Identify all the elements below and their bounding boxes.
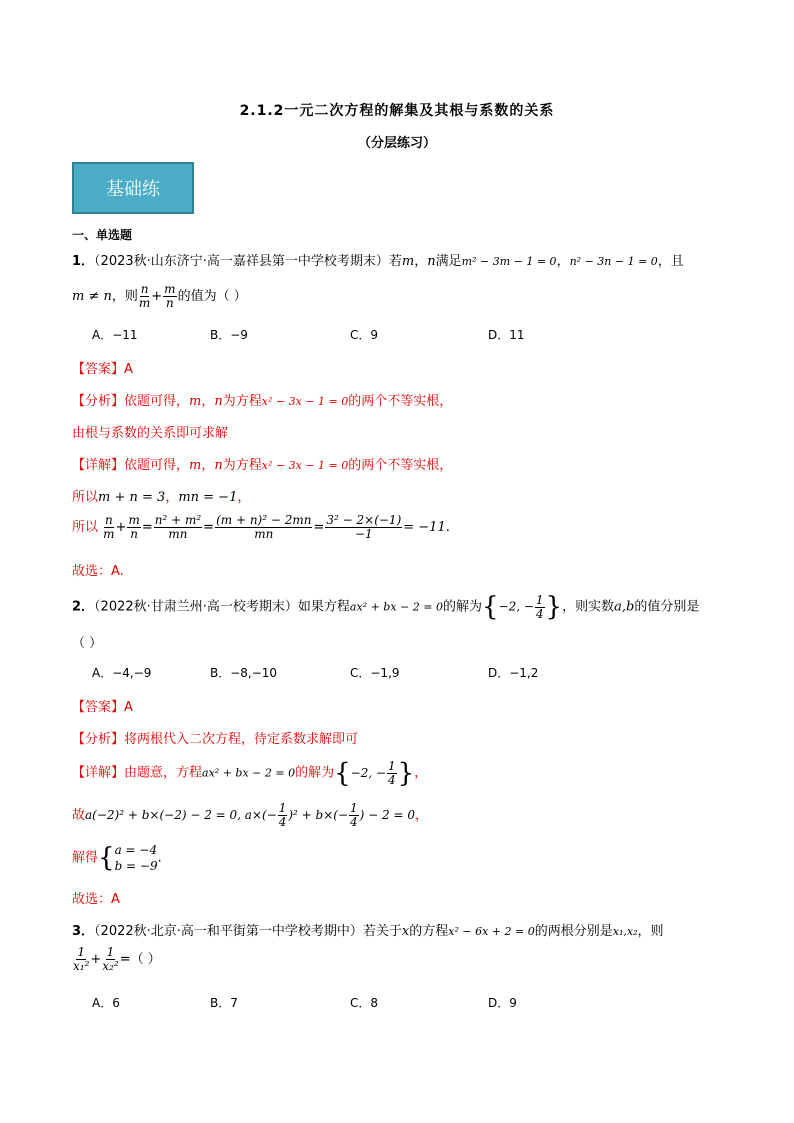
step-text: 所以 (72, 520, 99, 535)
fraction: $\frac{1}{\text{x₁²}}$ (73, 945, 90, 973)
sep: ， (237, 490, 251, 505)
detail-text: 的两个不等实根， (348, 458, 453, 473)
document-title: 2.1.2一元二次方程的解集及其根与系数的关系 (239, 103, 555, 119)
sep: ， (201, 458, 215, 473)
q3-text: ，则 (637, 924, 664, 939)
analysis-text: 的两个不等实根， (348, 394, 453, 409)
q3-text: 的两根分别是 (534, 924, 613, 939)
q3-option-a: A．6 (92, 996, 120, 1010)
q1-option-a: A．−11 (92, 328, 138, 342)
q1-sep: ， (556, 254, 570, 269)
detail-tag: 【详解】 (72, 458, 125, 473)
q3-source: （2022秋·北京·高一和平街第一中学校考期中） (94, 924, 363, 939)
q3-stem (72, 920, 664, 939)
step-text: 所以 (72, 490, 99, 505)
q1-option-b: B．−9 (210, 328, 248, 342)
analysis-equation: x² − 3x − 1 = 0 (261, 395, 349, 408)
q3-roots: x₁,x₂ (612, 925, 638, 938)
var-n: n (214, 394, 223, 409)
q2-analysis (72, 728, 358, 747)
q1-source: （2023秋·山东济宁·高一嘉祥县第一中学校考期末） (94, 254, 389, 269)
answer-tag: 【答案】 (72, 700, 125, 715)
q1-step-1 (72, 486, 250, 505)
sep: ， (165, 490, 179, 505)
var-m: m (189, 458, 202, 473)
q1-fraction: $\frac{n}{m}$ (138, 282, 151, 310)
q2-solution-set: −2, − (498, 599, 534, 614)
q3-option-d: D．9 (488, 996, 517, 1010)
fraction: $\frac{n}{m}$ (103, 513, 115, 541)
answer-value: A (124, 362, 133, 377)
q3-equation: x² − 6x + 2 = 0 (448, 925, 535, 938)
step-equation: m + n = 3 (98, 490, 166, 505)
detail-text: 由题意，方程 (124, 765, 203, 781)
q1-choice: 故选：A. (72, 564, 124, 579)
q1-option-d: D．11 (488, 328, 525, 342)
solution-set: −2, − (350, 765, 387, 780)
q1-text: 的值为（ ） (177, 289, 247, 304)
section-heading: 一、单选题 (72, 228, 133, 242)
q1-var-n: n (427, 254, 436, 269)
analysis-tag: 【分析】 (72, 394, 125, 409)
document-subtitle: （分层练习） (357, 136, 436, 151)
q3-var-x: x (401, 924, 410, 939)
analysis-text: 将两根代入二次方程，待定系数求解即可 (124, 732, 359, 747)
step-text: 解得 (72, 850, 99, 866)
q2-answer (72, 696, 133, 715)
q2-paren: （ ） (72, 636, 103, 651)
var-n: n (214, 458, 223, 473)
step-equation: ) − 2 = 0 (359, 808, 415, 822)
detail-text: 为方程 (222, 458, 262, 473)
q1-stem (72, 250, 684, 269)
q2-number: 2． (72, 599, 95, 615)
q3-text: 若关于 (362, 924, 402, 939)
q1-sep: ， (414, 254, 428, 269)
q3-number: 3． (72, 924, 95, 939)
answer-tag: 【答案】 (72, 362, 125, 377)
q2-option-b: B．−8,−10 (210, 666, 278, 680)
q3-option-b: B．7 (210, 996, 238, 1010)
q1-equation-2: n² − 3n − 1 = 0 (569, 255, 658, 268)
q1-analysis (72, 390, 452, 409)
q3-text: 的方程 (409, 924, 449, 939)
q2-text: 如果方程 (297, 599, 350, 615)
q2-source: （2022秋·甘肃兰州·高一校考期末） (94, 599, 298, 615)
fraction: $\frac{\text{3² − 2×(−1)}}{-1}$ (326, 513, 402, 541)
var-m: m (189, 394, 202, 409)
step-text: 故 (72, 808, 86, 823)
sep: ， (201, 394, 215, 409)
q1-stem-2: m ≠ n，则 $\frac{n}{m}$ + $\frac{m}{n}$ 的值为（ ） (72, 282, 247, 310)
q1-condition: m ≠ n (72, 289, 112, 304)
analysis-tag: 【分析】 (72, 732, 125, 747)
q2-text: ，则实数 (562, 599, 615, 615)
fraction: $\frac{\text{(m + n)² − 2mn}}{mn}$ (216, 513, 312, 541)
q3-stem-2: $\frac{1}{\text{x₁²}}$ + $\frac{1}{\text{x₂²}}$ =（ ） (73, 945, 161, 973)
q1-detail (72, 454, 452, 473)
q2-detail: 【详解】由题意，方程ax² + bx − 2 = 0的解为{−2, − $\frac{1}{4}$ }， (72, 758, 428, 788)
q1-text: ，且 (657, 254, 684, 269)
q2-solution: 解得{ a = −4 b = −9 . (72, 843, 162, 873)
analysis-text: 依题可得， (124, 394, 190, 409)
q2-choice: 故选：A (72, 892, 120, 907)
answer-value: A (124, 700, 133, 715)
detail-text: 的解为 (295, 765, 335, 781)
step-result: = −11. (403, 520, 450, 535)
q3-text: =（ ） (119, 952, 161, 967)
q1-fraction: $\frac{m}{n}$ (164, 282, 176, 310)
q1-answer (72, 358, 133, 377)
solution-a: a = −4 (114, 843, 158, 857)
level-badge: 基础练 (72, 162, 194, 214)
step-equation: mn = −1 (178, 490, 238, 505)
q2-stem: 2．（2022秋·甘肃兰州·高一校考期末）如果方程ax² + bx − 2 = 0的解为{−2, − $\frac{1}{4}$ }，则实数a,b的值分别是 (72, 592, 700, 622)
q1-text: ，则 (111, 289, 138, 304)
q2-equation: ax² + bx − 2 = 0 (349, 600, 443, 614)
q3-option-c: C．8 (350, 996, 379, 1010)
fraction: $\frac{1}{\text{x₂²}}$ (102, 945, 119, 973)
q1-text: 满足 (435, 254, 462, 269)
detail-text: 依题可得， (124, 458, 190, 473)
q1-option-c: C．9 (350, 328, 379, 342)
q2-text: 的解为 (442, 599, 482, 615)
q1-text: 若 (388, 254, 402, 269)
detail-tag: 【详解】 (72, 765, 125, 781)
q2-option-c: C．−1,9 (350, 666, 400, 680)
q1-var-m: m (401, 254, 415, 269)
fraction: $\frac{m}{n}$ (128, 513, 140, 541)
solution-b: b = −9 (114, 859, 158, 873)
step-equation: a(−2)² + b×(−2) − 2 = 0, a×(− (85, 808, 277, 822)
step-equation: )² + b×(− (288, 808, 349, 822)
q2-option-a: A．−4,−9 (92, 666, 152, 680)
fraction: $\frac{\text{n² + m²}}{mn}$ (154, 513, 202, 541)
detail-equation: x² − 3x − 1 = 0 (261, 459, 349, 472)
q2-text: 的值分别是 (634, 599, 700, 615)
q1-number: 1． (72, 254, 95, 269)
q2-vars: a,b (614, 599, 635, 615)
q1-analysis-2: 由根与系数的关系即可求解 (72, 426, 229, 441)
q2-option-d: D．−1,2 (488, 666, 539, 680)
q1-equation-1: m² − 3m − 1 = 0 (461, 255, 557, 268)
q2-step: 故a(−2)² + b×(−2) − 2 = 0, a×(− $\frac{1}{4}$ )² + b×(− $\frac{1}{4}$ ) − 2 = 0， (72, 801, 428, 829)
detail-equation: ax² + bx − 2 = 0 (202, 766, 296, 780)
analysis-text: 为方程 (222, 394, 262, 409)
q1-step-2: 所以 $\frac{n}{m}$ + $\frac{m}{n}$ = $\frac{\text{n² + m²}}{mn}$ = $\frac{\text{(m + n)² − 2mn}}{mn}$ = $\frac{\text{3² − 2×(−1)}}{-1}$ = −11. (72, 513, 450, 541)
